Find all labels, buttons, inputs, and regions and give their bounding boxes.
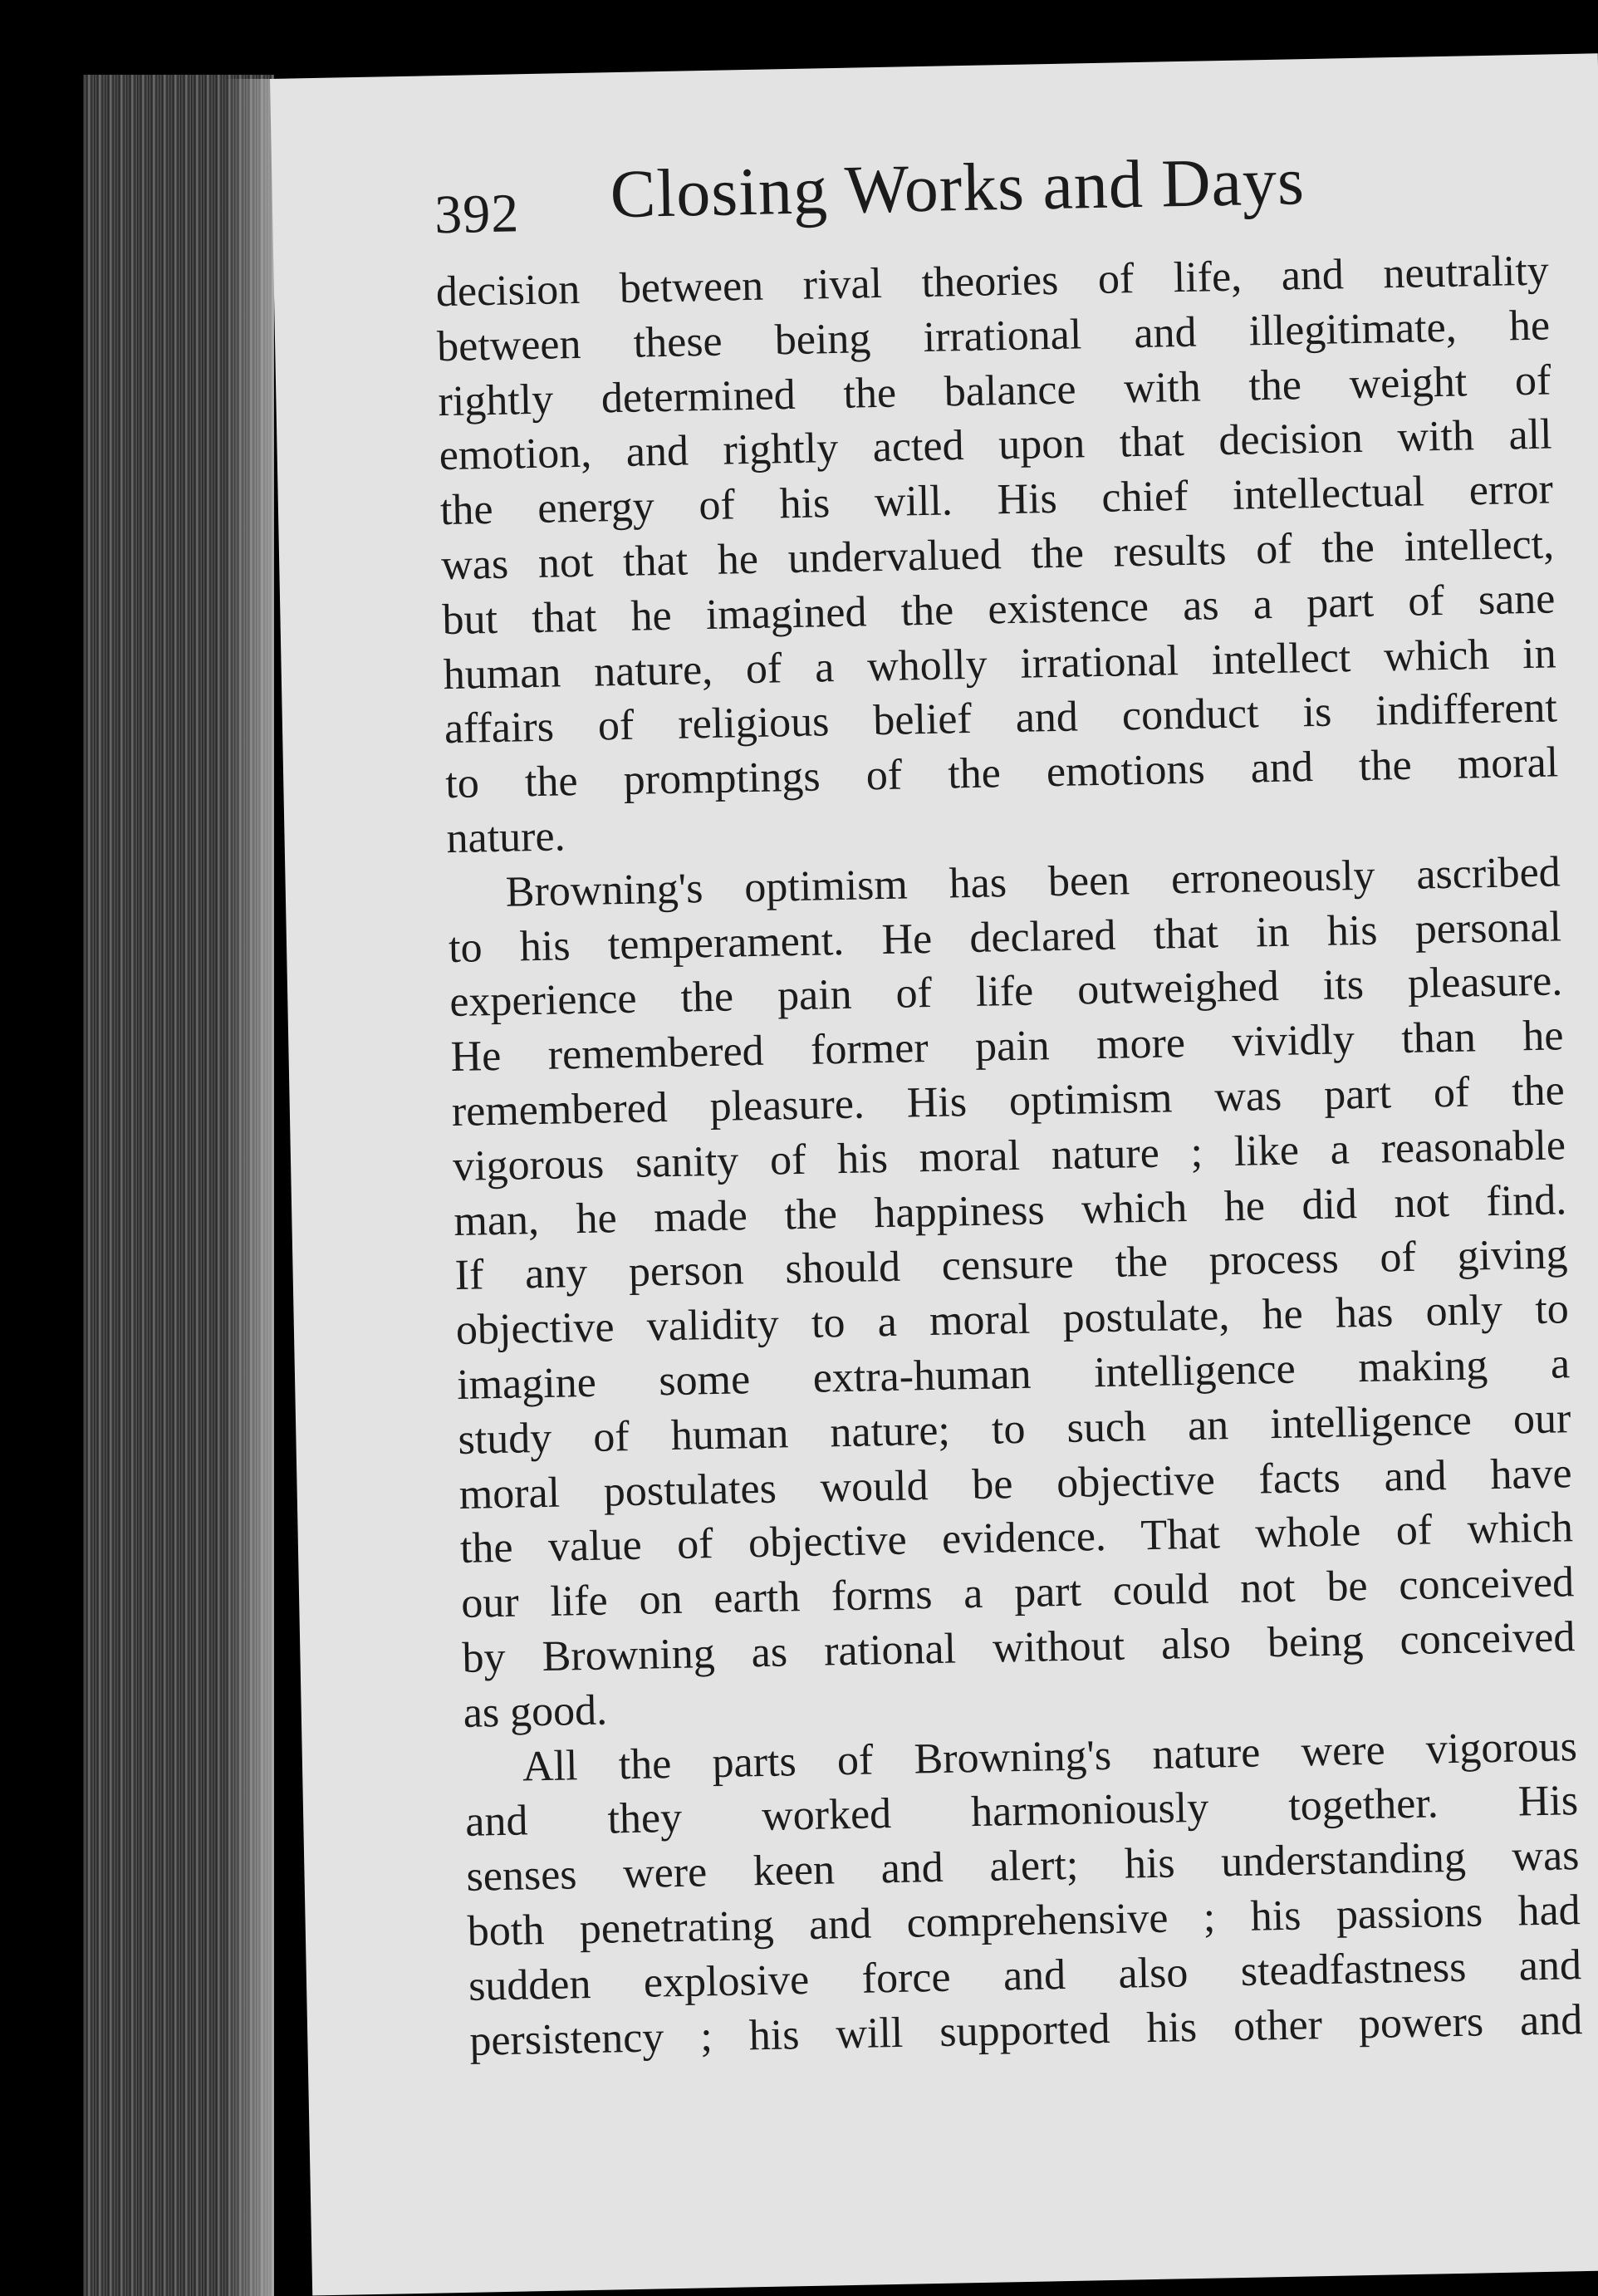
text-line: moral postulates would be objective facts and have — [458, 1449, 1573, 1518]
paragraph — [463, 1720, 1582, 2068]
text-line: affairs of religious belief and conduct is indifferent — [444, 684, 1558, 753]
page-number: 392 — [434, 183, 520, 246]
text-line: senses were keen and alert; his understanding was — [466, 1832, 1580, 1901]
text-line: our life on earth forms a part could not be conceived — [460, 1558, 1575, 1628]
text-line: All the parts of Browning's nature were vigorous — [522, 1722, 1578, 1791]
text-line: emotion, and rightly acted upon that decision with all — [439, 410, 1553, 480]
gutter-shadow — [224, 79, 274, 2296]
text-line: by Browning as rational without also being conceived — [461, 1613, 1576, 1682]
running-title: Closing Works and Days — [609, 143, 1306, 233]
page-header — [434, 140, 1432, 250]
text-line: persistency ; his will supported his other powers and — [468, 1995, 1583, 2065]
book-page — [270, 53, 1598, 2295]
text-line: He remembered former pain more vividly than he — [450, 1012, 1564, 1082]
text-line: imagine some extra-human intelligence making a — [456, 1340, 1571, 1409]
text-line: remembered pleasure. His optimism was part of the — [451, 1067, 1566, 1136]
text-line: Browning's optimism has been erroneously ascribed — [505, 848, 1561, 916]
body-text — [435, 243, 1582, 2068]
text-line: was not that he undervalued the results of the intellect, — [440, 520, 1555, 590]
text-line: nature. — [446, 812, 566, 863]
text-line: objective validity to a moral postulate, he has only to — [455, 1285, 1570, 1355]
text-line: both penetrating and comprehensive ; his passions had — [467, 1886, 1581, 1955]
text-line: the value of objective evidence. That whole of which — [459, 1504, 1574, 1573]
text-line: human nature, of a wholly irrational intellect which in — [443, 629, 1557, 699]
text-line: and they worked harmoniously together. His — [464, 1777, 1579, 1847]
text-line: If any person should censure the process of giving — [454, 1230, 1569, 1300]
paragraph — [447, 845, 1576, 1740]
text-line: decision between rival theories of life, and neutrality — [435, 247, 1550, 316]
text-line: rightly determined the balance with the weight of — [437, 356, 1551, 425]
text-line: experience the pain of life outweighed its pleasure. — [449, 957, 1563, 1027]
text-line: sudden explosive force and also steadfastness and — [468, 1940, 1582, 2010]
text-line: as good. — [463, 1686, 608, 1737]
text-line: the energy of his will. His chief intellectual error — [439, 465, 1554, 535]
text-line: man, he made the happiness which he did not find. — [453, 1175, 1567, 1245]
text-line: between these being irrational and illegitimate, he — [436, 302, 1551, 370]
text-line: study of human nature; to such an intelligence our — [457, 1394, 1571, 1464]
text-line: to the promptings of the emotions and the moral — [444, 738, 1559, 808]
text-line: vigorous sanity of his moral nature ; like a reasonable — [452, 1121, 1566, 1190]
paragraph — [435, 243, 1560, 866]
text-line: to his temperament. He declared that in his personal — [448, 902, 1562, 972]
text-line: but that he imagined the existence as a part of sane — [441, 575, 1556, 644]
